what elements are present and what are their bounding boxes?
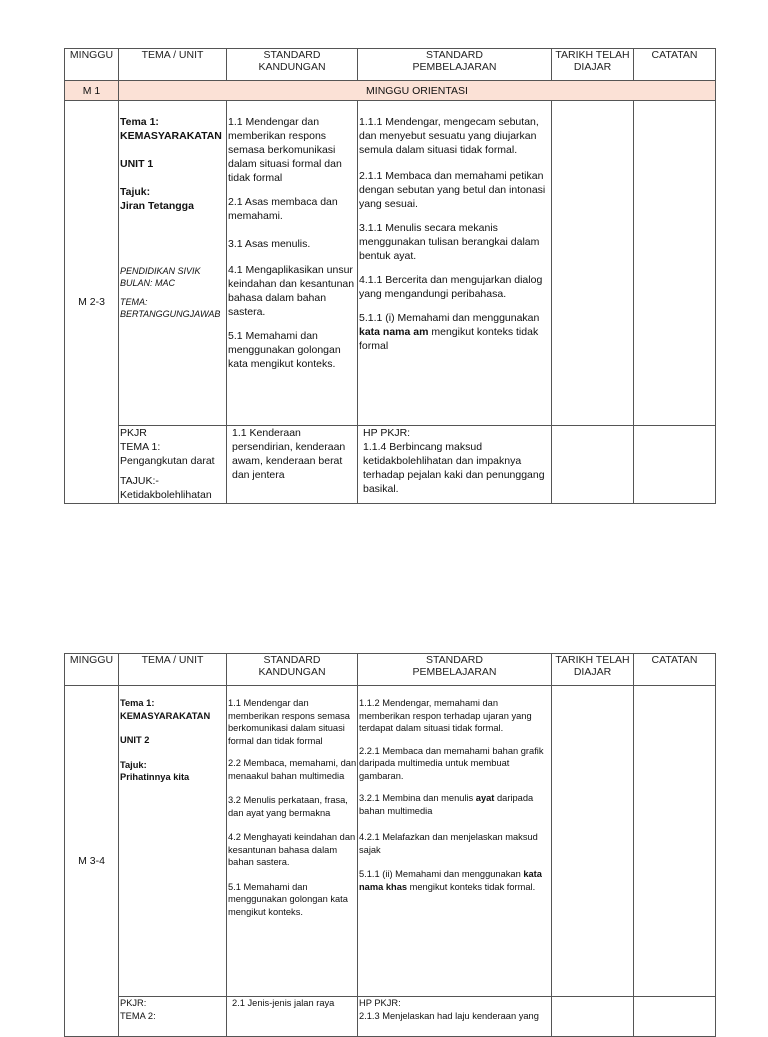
sk-item: 2.2 Membaca, memahami, dan menaakul bahan multimedia — [228, 758, 357, 781]
header-text: TARIKH TELAH — [555, 49, 630, 61]
sk-item: 4.1 Mengaplikasikan unsur keindahan dan kesantunan bahasa dalam bahan sastera. — [228, 264, 355, 318]
table-header-row — [65, 49, 716, 81]
header-minggu: MINGGU — [65, 654, 119, 686]
pkjr-sk-text: 1.1 Kenderaan persendirian, kenderaan awam, kenderaan berat dan jentera — [232, 427, 346, 481]
pkjr-catatan-cell — [634, 426, 716, 504]
week-cell: M 3-4 — [65, 686, 119, 1037]
pkjr-tema-text: Pengangkutan darat — [120, 455, 215, 467]
sp-text: mengikut konteks tidak formal — [359, 326, 539, 352]
sp-text: 5.1.1 (ii) Memahami dan menggunakan — [359, 869, 524, 879]
sivik-text: TEMA: — [120, 297, 148, 307]
orientation-row — [65, 81, 716, 101]
header-catatan: CATATAN — [634, 49, 716, 81]
tajuk-name: Jiran Tetangga — [120, 200, 194, 212]
sp-item: 3.1.1 Menulis secara mekanis menggunakan tulisan berangkai dalam bentuk ayat. — [359, 222, 540, 262]
standard-pembelajaran-cell — [358, 686, 552, 997]
table-row — [65, 686, 716, 997]
pkjr-sp-text: 1.1.4 Berbincang maksud ketidakbolehlihatan dan impaknya terhadap pejalan kaki dan penunggang basikal. — [363, 441, 545, 495]
header-catatan: CATATAN — [634, 654, 716, 686]
header-standard-kandungan — [227, 49, 358, 81]
header-text: KANDUNGAN — [258, 61, 326, 73]
header-text: STANDARD — [263, 49, 321, 61]
sp-item: 4.2.1 Melafazkan dan menjelaskan maksud sajak — [359, 832, 538, 855]
pkjr-sk-cell — [227, 426, 358, 504]
sp-item-5 — [359, 311, 551, 353]
sp-text: mengikut konteks tidak formal. — [407, 881, 536, 892]
sk-item: 1.1 Mendengar dan memberikan respons semasa berkomunikasi dalam situasi formal dan tidak formal — [228, 698, 350, 746]
catatan-cell — [634, 101, 716, 426]
tema-label: Tema 1: — [120, 698, 155, 708]
sk-item: 2.1 Asas membaca dan memahami. — [228, 196, 338, 222]
pkjr-sp-heading: HP PKJR: — [359, 998, 401, 1008]
header-text: KANDUNGAN — [258, 666, 326, 678]
table-header-row — [65, 654, 716, 686]
pkjr-tema-cell — [119, 426, 227, 504]
sp-text: 3.2.1 Membina dan menulis — [359, 793, 476, 803]
sp-item-3 — [359, 792, 551, 817]
pkjr-tema-text: TEMA 1: — [120, 441, 161, 453]
sk-item: 3.1 Asas menulis. — [228, 238, 311, 250]
pkjr-sp-heading: HP PKJR: — [363, 427, 411, 439]
orientation-text: MINGGU ORIENTASI — [119, 81, 716, 101]
sp-item: 2.1.1 Membaca dan memahami petikan dengan sebutan yang betul dan intonasi yang sesuai. — [359, 170, 546, 210]
tarikh-cell — [552, 686, 634, 997]
tema-unit-cell — [119, 101, 227, 426]
sp-bold-text: kata nama khas — [359, 869, 542, 892]
pkjr-sk-cell — [227, 997, 358, 1037]
sk-item: 4.2 Menghayati keindahan dan kesantunan bahasa dalam bahan sastera. — [228, 832, 356, 867]
pkjr-row — [65, 997, 716, 1037]
standard-pembelajaran-cell — [358, 101, 552, 426]
header-text: DIAJAR — [573, 666, 612, 678]
header-text: DIAJAR — [573, 61, 612, 73]
tajuk-name: Prihatinnya kita — [120, 772, 190, 782]
tajuk-label: Tajuk: — [120, 186, 151, 198]
header-text: STANDARD — [263, 654, 321, 666]
header-minggu: MINGGU — [65, 49, 119, 81]
header-tarikh-telah-diajar — [552, 654, 634, 686]
sk-item: 5.1 Memahami dan menggunakan golongan kata mengikut konteks. — [228, 881, 348, 917]
header-tema-unit: TEMA / UNIT — [119, 49, 227, 81]
sp-text: 5.1.1 (i) Memahami dan menggunakan — [359, 312, 540, 324]
unit-label: UNIT 2 — [120, 735, 150, 745]
standard-kandungan-cell — [227, 686, 358, 997]
sp-item: 1.1.1 Mendengar, mengecam sebutan, dan menyebut sesuatu yang diujarkan semula dalam situasi tidak formal. — [359, 116, 539, 156]
lesson-plan-table-2 — [64, 653, 716, 1037]
sp-item: 2.2.1 Membaca dan memahami bahan grafik daripada multimedia untuk membuat gambaran. — [359, 745, 544, 781]
sivik-text: BERTANGGUNGJAWAB — [120, 308, 221, 319]
pkjr-catatan-cell — [634, 997, 716, 1037]
table-row — [65, 101, 716, 426]
pkjr-tema-text: TEMA 2: — [120, 1010, 156, 1021]
pkjr-tema-cell — [119, 997, 227, 1037]
pkjr-sp-cell — [358, 426, 552, 504]
sivik-text: PENDIDIKAN SIVIK — [120, 266, 201, 276]
header-standard-kandungan — [227, 654, 358, 686]
pkjr-sp-text: 2.1.3 Menjelaskan had laju kenderaan yang — [359, 1010, 539, 1021]
tarikh-cell — [552, 101, 634, 426]
header-tarikh-telah-diajar — [552, 49, 634, 81]
header-text: STANDARD — [426, 654, 483, 666]
pkjr-tajuk-text: Ketidakbolehlihatan — [120, 489, 212, 501]
pkjr-tarikh-cell — [552, 426, 634, 504]
sp-item: 4.1.1 Bercerita dan mengujarkan dialog yang mengandungi peribahasa. — [359, 274, 543, 300]
catatan-cell — [634, 686, 716, 997]
header-text: STANDARD — [426, 49, 483, 61]
lesson-plan-table-1 — [64, 48, 716, 504]
sp-item: 1.1.2 Mendengar, memahami dan memberikan respon terhadap ujaran yang terdapat dalam situasi tidak formal. — [359, 698, 532, 733]
header-text: PEMBELAJARAN — [412, 61, 497, 73]
pkjr-tema-text: PKJR: — [120, 998, 147, 1008]
header-standard-pembelajaran — [358, 49, 552, 81]
sp-bold-text: ayat — [475, 793, 495, 803]
sk-item: 5.1 Memahami dan menggunakan golongan kata mengikut konteks. — [228, 330, 341, 370]
header-text: TARIKH TELAH — [555, 654, 630, 666]
pkjr-tajuk-text: TAJUK:- — [120, 475, 159, 487]
week-cell: M 2-3 — [65, 101, 119, 504]
header-text: PEMBELAJARAN — [412, 666, 497, 678]
standard-kandungan-cell — [227, 101, 358, 426]
sp-item-5 — [359, 868, 551, 893]
sk-item: 3.2 Menulis perkataan, frasa, dan ayat yang bermakna — [228, 795, 348, 818]
tema-unit-cell — [119, 686, 227, 997]
sk-item: 1.1 Mendengar dan memberikan respons semasa berkomunikasi dalam situasi formal dan tidak formal — [228, 116, 342, 184]
pkjr-row — [65, 426, 716, 504]
sp-bold-text: kata nama am — [359, 326, 429, 338]
unit-label: UNIT 1 — [120, 158, 154, 170]
tema-label: Tema 1: — [120, 116, 159, 128]
orientation-week: M 1 — [65, 81, 119, 101]
tema-name: KEMASYARAKATAN — [120, 130, 222, 142]
header-tema-unit: TEMA / UNIT — [119, 654, 227, 686]
tajuk-label: Tajuk: — [120, 759, 147, 770]
tema-name: KEMASYARAKATAN — [120, 710, 211, 721]
header-standard-pembelajaran — [358, 654, 552, 686]
pkjr-tema-text: PKJR — [120, 427, 147, 439]
sp-text: daripada bahan multimedia — [359, 793, 534, 816]
pkjr-sk-text: 2.1 Jenis-jenis jalan raya — [232, 998, 335, 1008]
sivik-text: BULAN: MAC — [120, 277, 176, 288]
pkjr-sp-cell — [358, 997, 552, 1037]
pkjr-tarikh-cell — [552, 997, 634, 1037]
